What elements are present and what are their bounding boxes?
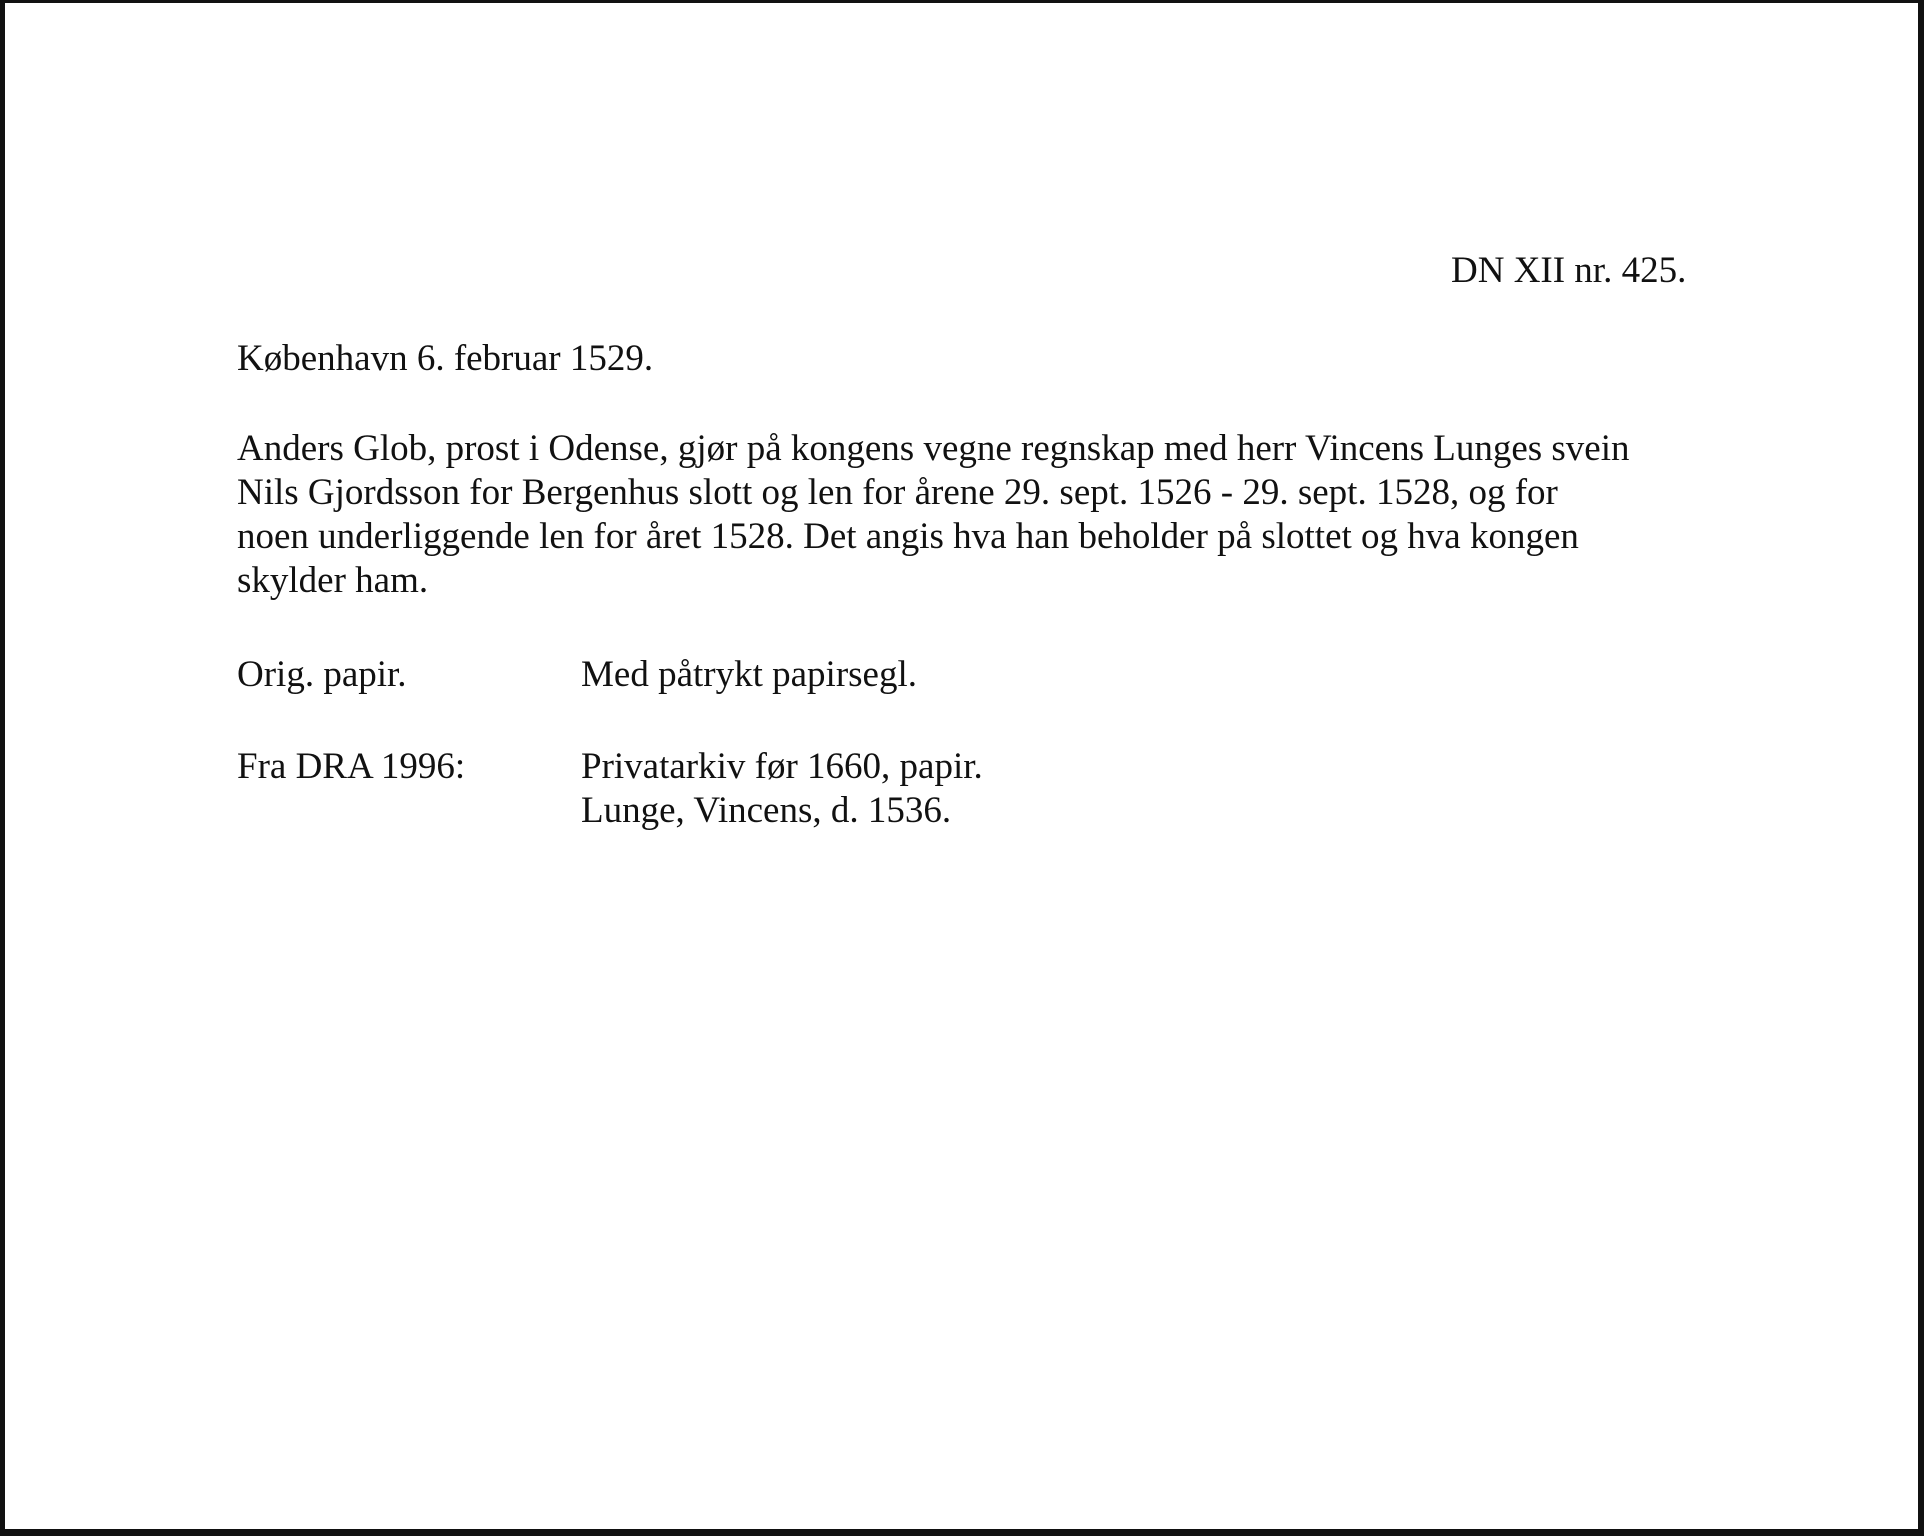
document-summary <box>237 427 1757 603</box>
original-label: Orig. papir. <box>237 654 407 695</box>
summary-line: noen underliggende len for året 1528. Det angis hva han beholder på slottet og hva kongen <box>237 516 1579 557</box>
summary-line: Anders Glob, prost i Odense, gjør på kongens vegne regnskap med herr Vincens Lunges svein <box>237 428 1630 469</box>
source-value-line: Lunge, Vincens, d. 1536. <box>581 790 952 831</box>
source-label: Fra DRA 1996: <box>237 746 466 787</box>
source-value-line: Privatarkiv før 1660, papir. <box>581 746 983 787</box>
summary-line: Nils Gjordsson for Bergenhus slott og len for årene 29. sept. 1526 - 29. sept. 1528, og for <box>237 472 1558 513</box>
summary-line: skylder ham. <box>237 560 429 601</box>
original-value: Med påtrykt papirsegl. <box>581 654 917 695</box>
place-and-date: København 6. februar 1529. <box>237 338 654 379</box>
source-value <box>581 745 983 833</box>
document-reference: DN XII nr. 425. <box>1451 250 1687 291</box>
